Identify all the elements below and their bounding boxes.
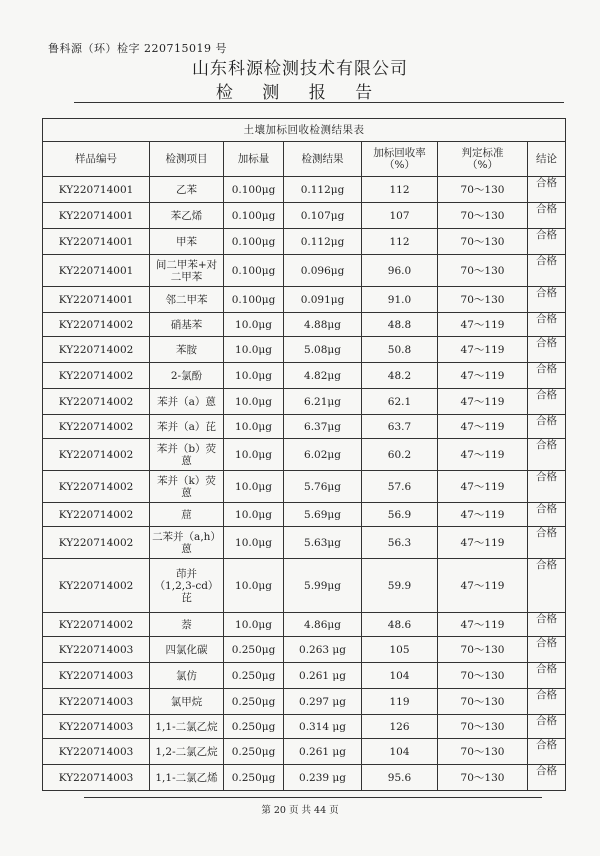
table-row <box>43 471 566 503</box>
test-item-cell: 2-氯酚 <box>150 363 224 389</box>
result-cell: 4.86μg <box>284 613 362 637</box>
sample-id-cell: KY220714001 <box>43 255 150 287</box>
standard-cell: 70～130 <box>438 637 528 663</box>
table-row <box>43 229 566 255</box>
spike-amount-cell: 10.0μg <box>224 415 284 439</box>
table-row <box>43 287 566 313</box>
standard-cell: 70～130 <box>438 663 528 689</box>
conclusion-cell: 合格 <box>528 439 566 471</box>
recovery-rate-cell: 112 <box>362 177 438 203</box>
conclusion-cell: 合格 <box>528 337 566 363</box>
recovery-rate-cell: 105 <box>362 637 438 663</box>
page-number: 第 20 页 共 44 页 <box>261 805 339 816</box>
recovery-rate-cell: 104 <box>362 739 438 765</box>
standard-cell: 47～119 <box>438 337 528 363</box>
spike-amount-cell: 10.0μg <box>224 471 284 503</box>
result-cell: 6.37μg <box>284 415 362 439</box>
recovery-rate-cell: 107 <box>362 203 438 229</box>
recovery-rate-cell: 48.6 <box>362 613 438 637</box>
sample-id-cell: KY220714003 <box>43 765 150 791</box>
table-row <box>43 255 566 287</box>
test-item-cell: 硝基苯 <box>150 313 224 337</box>
conclusion-cell: 合格 <box>528 739 566 765</box>
result-cell: 0.261 μg <box>284 739 362 765</box>
spike-amount-cell: 0.100μg <box>224 255 284 287</box>
standard-cell: 70～130 <box>438 765 528 791</box>
result-cell: 0.239 μg <box>284 765 362 791</box>
recovery-rate-cell: 112 <box>362 229 438 255</box>
recovery-rate-cell: 91.0 <box>362 287 438 313</box>
table-row <box>43 637 566 663</box>
sample-id-cell: KY220714001 <box>43 287 150 313</box>
test-item-cell: 四氯化碳 <box>150 637 224 663</box>
table-row <box>43 203 566 229</box>
conclusion-cell: 合格 <box>528 715 566 739</box>
spike-amount-cell: 0.250μg <box>224 765 284 791</box>
standard-cell: 70～130 <box>438 689 528 715</box>
spike-amount-cell: 10.0μg <box>224 527 284 559</box>
table-row <box>43 527 566 559</box>
document-title: 检 测 报 告 <box>215 83 385 103</box>
recovery-rate-cell: 50.8 <box>362 337 438 363</box>
table-row <box>43 363 566 389</box>
sample-id-cell: KY220714002 <box>43 527 150 559</box>
test-item-cell: 苯胺 <box>150 337 224 363</box>
result-cell: 0.107μg <box>284 203 362 229</box>
sample-id-cell: KY220714003 <box>43 637 150 663</box>
conclusion-cell: 合格 <box>528 663 566 689</box>
recovery-rate-cell: 104 <box>362 663 438 689</box>
table-caption: 土壤加标回收检测结果表 <box>43 119 566 142</box>
table-row <box>43 439 566 471</box>
result-cell: 5.08μg <box>284 337 362 363</box>
conclusion-cell: 合格 <box>528 559 566 613</box>
standard-cell: 70～130 <box>438 203 528 229</box>
recovery-rate-cell: 56.9 <box>362 503 438 527</box>
result-cell: 0.112μg <box>284 177 362 203</box>
spike-amount-cell: 10.0μg <box>224 337 284 363</box>
report-number: 鲁科源（环）检字 220715019 号 <box>48 42 227 55</box>
recovery-rate-cell: 60.2 <box>362 439 438 471</box>
recovery-rate-cell: 119 <box>362 689 438 715</box>
standard-cell: 70～130 <box>438 715 528 739</box>
sample-id-cell: KY220714003 <box>43 739 150 765</box>
standard-cell: 70～130 <box>438 287 528 313</box>
table-row <box>43 389 566 415</box>
conclusion-cell: 合格 <box>528 203 566 229</box>
test-item-cell: 二苯并（a,h） 蒽 <box>150 527 224 559</box>
column-header: 加标回收率 （%） <box>362 142 438 177</box>
spike-amount-cell: 10.0μg <box>224 313 284 337</box>
test-item-cell: 1,2-二氯乙烷 <box>150 739 224 765</box>
test-item-cell: 邻二甲苯 <box>150 287 224 313</box>
test-item-cell: 苯乙烯 <box>150 203 224 229</box>
spike-amount-cell: 10.0μg <box>224 613 284 637</box>
column-header: 加标量 <box>224 142 284 177</box>
spike-amount-cell: 0.250μg <box>224 715 284 739</box>
spike-amount-cell: 0.250μg <box>224 663 284 689</box>
spike-amount-cell: 0.250μg <box>224 689 284 715</box>
recovery-rate-cell: 96.0 <box>362 255 438 287</box>
table-row <box>43 177 566 203</box>
conclusion-cell: 合格 <box>528 229 566 255</box>
sample-id-cell: KY220714002 <box>43 389 150 415</box>
sample-id-cell: KY220714002 <box>43 439 150 471</box>
sample-id-cell: KY220714002 <box>43 613 150 637</box>
spike-amount-cell: 10.0μg <box>224 503 284 527</box>
recovery-rate-cell: 63.7 <box>362 415 438 439</box>
sample-id-cell: KY220714002 <box>43 337 150 363</box>
standard-cell: 70～130 <box>438 177 528 203</box>
test-item-cell: 苯并（a）芘 <box>150 415 224 439</box>
conclusion-cell: 合格 <box>528 363 566 389</box>
result-cell: 4.82μg <box>284 363 362 389</box>
recovery-rate-cell: 95.6 <box>362 765 438 791</box>
result-cell: 5.69μg <box>284 503 362 527</box>
sample-id-cell: KY220714001 <box>43 229 150 255</box>
result-cell: 6.02μg <box>284 439 362 471</box>
recovery-rate-cell: 56.3 <box>362 527 438 559</box>
spike-amount-cell: 0.100μg <box>224 177 284 203</box>
conclusion-cell: 合格 <box>528 313 566 337</box>
table-row <box>43 313 566 337</box>
sample-id-cell: KY220714001 <box>43 203 150 229</box>
conclusion-cell: 合格 <box>528 689 566 715</box>
test-item-cell: 茚并 （1,2,3-cd） 芘 <box>150 559 224 613</box>
table-row <box>43 415 566 439</box>
table-row <box>43 503 566 527</box>
standard-cell: 47～119 <box>438 363 528 389</box>
standard-cell: 47～119 <box>438 613 528 637</box>
standard-cell: 47～119 <box>438 527 528 559</box>
conclusion-cell: 合格 <box>528 471 566 503</box>
company-name: 山东科源检测技术有限公司 <box>192 59 408 79</box>
standard-cell: 47～119 <box>438 559 528 613</box>
table-row <box>43 559 566 613</box>
column-header: 检测项目 <box>150 142 224 177</box>
recovery-rate-cell: 62.1 <box>362 389 438 415</box>
result-cell: 0.112μg <box>284 229 362 255</box>
sample-id-cell: KY220714002 <box>43 363 150 389</box>
sample-id-cell: KY220714003 <box>43 715 150 739</box>
spike-amount-cell: 0.250μg <box>224 637 284 663</box>
test-item-cell: 苯并（a）蒽 <box>150 389 224 415</box>
column-header: 结论 <box>528 142 566 177</box>
result-cell: 0.091μg <box>284 287 362 313</box>
test-item-cell: 1,1-二氯乙烷 <box>150 715 224 739</box>
test-item-cell: 萘 <box>150 613 224 637</box>
table-row <box>43 689 566 715</box>
standard-cell: 47～119 <box>438 439 528 471</box>
recovery-rate-cell: 57.6 <box>362 471 438 503</box>
test-item-cell: 䓛 <box>150 503 224 527</box>
recovery-rate-cell: 126 <box>362 715 438 739</box>
spike-amount-cell: 0.250μg <box>224 739 284 765</box>
conclusion-cell: 合格 <box>528 765 566 791</box>
column-header: 样品编号 <box>43 142 150 177</box>
table-row <box>43 337 566 363</box>
test-item-cell: 氯仿 <box>150 663 224 689</box>
table-row <box>43 765 566 791</box>
result-cell: 5.63μg <box>284 527 362 559</box>
result-cell: 0.297 μg <box>284 689 362 715</box>
result-cell: 4.88μg <box>284 313 362 337</box>
sample-id-cell: KY220714002 <box>43 503 150 527</box>
spike-amount-cell: 10.0μg <box>224 389 284 415</box>
conclusion-cell: 合格 <box>528 527 566 559</box>
conclusion-cell: 合格 <box>528 287 566 313</box>
test-item-cell: 苯并（k）荧 蒽 <box>150 471 224 503</box>
column-header: 判定标准 （%） <box>438 142 528 177</box>
spike-amount-cell: 0.100μg <box>224 229 284 255</box>
sample-id-cell: KY220714001 <box>43 177 150 203</box>
sample-id-cell: KY220714003 <box>43 689 150 715</box>
table-row <box>43 715 566 739</box>
result-cell: 5.76μg <box>284 471 362 503</box>
conclusion-cell: 合格 <box>528 503 566 527</box>
sample-id-cell: KY220714002 <box>43 313 150 337</box>
recovery-rate-cell: 48.8 <box>362 313 438 337</box>
spike-amount-cell: 10.0μg <box>224 439 284 471</box>
column-header: 检测结果 <box>284 142 362 177</box>
result-cell: 6.21μg <box>284 389 362 415</box>
spike-amount-cell: 0.100μg <box>224 287 284 313</box>
result-cell: 0.096μg <box>284 255 362 287</box>
sample-id-cell: KY220714002 <box>43 471 150 503</box>
result-cell: 0.314 μg <box>284 715 362 739</box>
test-item-cell: 甲苯 <box>150 229 224 255</box>
recovery-results-table <box>42 118 566 791</box>
result-cell: 5.99μg <box>284 559 362 613</box>
conclusion-cell: 合格 <box>528 613 566 637</box>
sample-id-cell: KY220714002 <box>43 415 150 439</box>
standard-cell: 47～119 <box>438 313 528 337</box>
conclusion-cell: 合格 <box>528 415 566 439</box>
test-item-cell: 氯甲烷 <box>150 689 224 715</box>
standard-cell: 70～130 <box>438 229 528 255</box>
sample-id-cell: KY220714002 <box>43 559 150 613</box>
table-header-row <box>43 142 566 177</box>
standard-cell: 70～130 <box>438 255 528 287</box>
recovery-rate-cell: 48.2 <box>362 363 438 389</box>
standard-cell: 70～130 <box>438 739 528 765</box>
conclusion-cell: 合格 <box>528 389 566 415</box>
conclusion-cell: 合格 <box>528 637 566 663</box>
test-item-cell: 苯并（b）荧 蒽 <box>150 439 224 471</box>
test-item-cell: 间二甲苯+对 二甲苯 <box>150 255 224 287</box>
header-divider <box>74 102 564 103</box>
table-row <box>43 613 566 637</box>
conclusion-cell: 合格 <box>528 177 566 203</box>
standard-cell: 47～119 <box>438 389 528 415</box>
table-row <box>43 663 566 689</box>
conclusion-cell: 合格 <box>528 255 566 287</box>
spike-amount-cell: 0.100μg <box>224 203 284 229</box>
sample-id-cell: KY220714003 <box>43 663 150 689</box>
test-item-cell: 乙苯 <box>150 177 224 203</box>
result-cell: 0.261 μg <box>284 663 362 689</box>
test-item-cell: 1,1-二氯乙烯 <box>150 765 224 791</box>
result-cell: 0.263 μg <box>284 637 362 663</box>
spike-amount-cell: 10.0μg <box>224 559 284 613</box>
recovery-rate-cell: 59.9 <box>362 559 438 613</box>
standard-cell: 47～119 <box>438 503 528 527</box>
spike-amount-cell: 10.0μg <box>224 363 284 389</box>
standard-cell: 47～119 <box>438 471 528 503</box>
footer-divider <box>84 797 542 798</box>
table-row <box>43 739 566 765</box>
standard-cell: 47～119 <box>438 415 528 439</box>
